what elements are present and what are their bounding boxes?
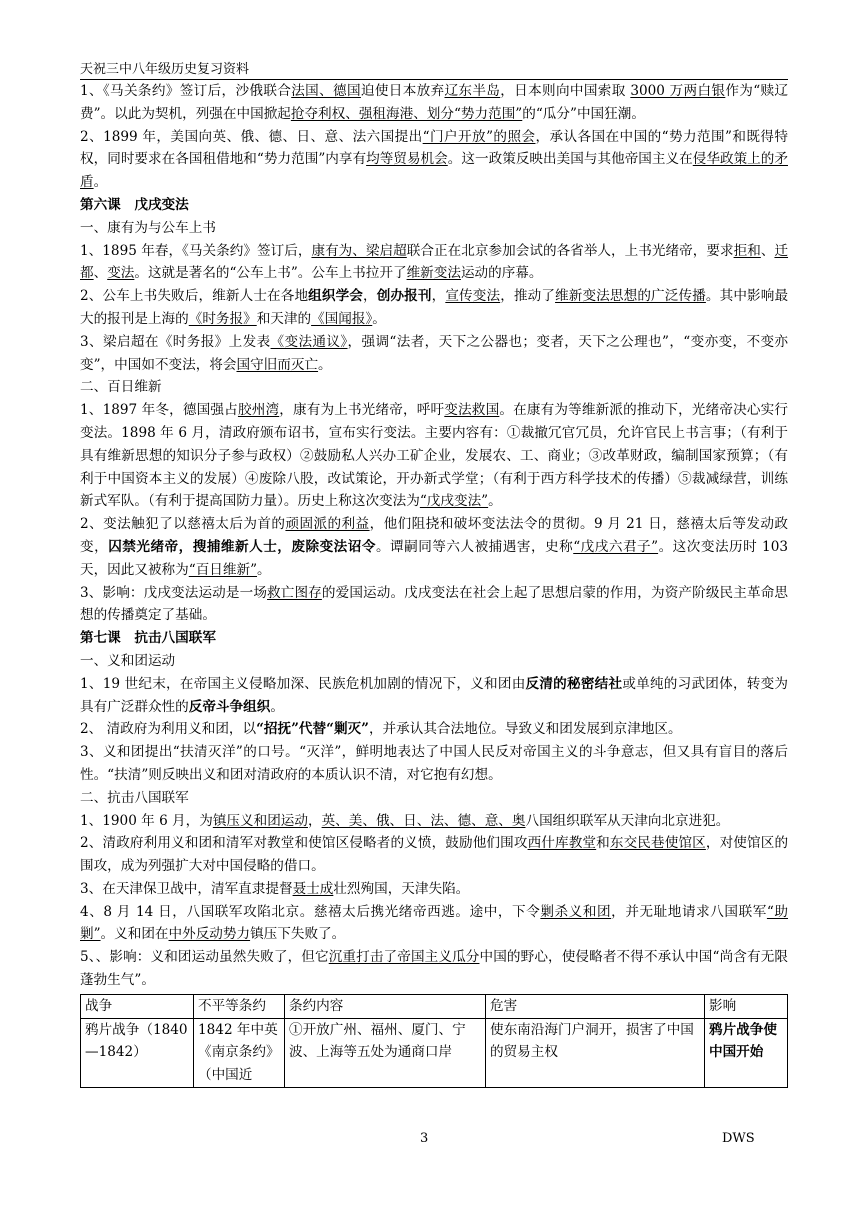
paragraph: 1、1895 年春，《马关条约》签订后，康有为、梁启超联合正在北京参加会试的各省举人，上书光绪帝，要求拒和、迁都、变法。这就是著名的“公车上书”。公车上书拉开了维新变法运动的序幕。 [80,242,789,282]
underlined-keyword: 救亡图存 [267,584,322,601]
paragraph: 2、1899 年，美国向英、俄、德、日、意、法六国提出“门户开放”的照会，承认各国在中国的“势力范围”和既得特权，同时要求在各国租借地和“势力范围”内享有均等贸易机会。这一政策反映出美国与其他帝国主义在侵华政策上的矛盾。 [80,128,788,191]
table-header-cell: 不平等条约 [194,994,285,1018]
underlined-keyword: 维新变法思想的广泛传播 [555,288,706,305]
lesson6-section1-body [80,240,788,377]
underlined-keyword: 沉重打击了帝国主义瓜分 [328,949,480,966]
underlined-keyword: 拒和 [733,242,761,259]
document-page [80,58,788,1088]
bold-keyword: 组织学会 [308,288,364,305]
paragraph: 3、义和团提出“扶清灭洋”的口号。“灭洋”，鲜明地表达了中国人民反对帝国主义的斗争意志，但又具有盲目的落后性。“扶清”则反映出义和团对清政府的本质认识不清，对它抱有幻想。 [80,744,788,783]
lesson7-section1-title: 一、义和团运动 [80,652,176,669]
underlined-keyword: 西什库教堂 [527,835,597,852]
lesson7-section2-body [80,810,788,992]
underlined-keyword: 胶州湾 [237,402,280,419]
table-header-cell: 危害 [486,994,705,1018]
bold-keyword: 囚禁光绪帝，搜捕维新人士，废除变法诏令 [108,538,376,555]
table-cell: 鸦片战争（1840—1842） [81,1018,194,1087]
underlined-keyword: 辽东半岛 [444,83,501,99]
underlined-keyword: “百日维新” [188,561,258,578]
underlined-keyword: 顽固派的利益 [285,516,370,533]
table-header-row [81,994,788,1018]
underlined-keyword: 东交民巷使馆区 [609,835,706,852]
table-cell: 鸦片战争使中国开始 [705,1018,788,1087]
bold-keyword: “招抚”代替“剿灭” [256,721,369,738]
bold-keyword: 反清的秘密结社 [525,675,623,692]
underlined-keyword: 《变法通议》 [270,333,348,350]
page-number: 3 [420,1131,429,1146]
paragraph: 2、变法触犯了以慈禧太后为首的顽固派的利益，他们阻挠和破坏变法法令的贯彻。9 月 21 日，慈禧太后等发动政变，囚禁光绪帝，搜捕维新人士，废除变法诏令。谭嗣同等六人被捕遇害，史称“戊戌六君子”。这次变法历时 103 天，因此又被称为“百日维新”。 [80,516,788,578]
page-header: 天祝三中八年级历史复习资料 [80,58,788,80]
lesson6-section1-title: 一、康有为与公车上书 [80,219,216,236]
paragraph: 3、梁启超在《时务报》上发表《变法通议》，强调“法者，天下之公器也；变者，天下之公理也”，“变亦变，不变亦变”，中国如不变法，将会国守旧而灭亡。 [80,333,788,373]
underlined-keyword: 《时务报》 [188,310,257,327]
table-cell: 使东南沿海门户洞开，损害了中国的贸易主权 [486,1018,705,1087]
table-cell: ①开放广州、福州、厦门、宁波、上海等五处为通商口岸 [285,1018,486,1087]
underlined-keyword: 镇压义和团运动 [212,812,308,829]
underlined-keyword: 均等贸易机会 [366,151,448,168]
underlined-keyword: 变法 [107,265,135,282]
bold-keyword: 反帝斗争组织 [188,698,271,715]
underlined-keyword: 3000 万两白银 [630,83,726,99]
paragraph: 1、《马关条约》签订后，沙俄联合法国、德国迫使日本放弃辽东半岛，日本则向中国索取 3000 万两白银作为“赎辽费”。以此为契机，列强在中国掀起抢夺利权、强租海港、划分“势力范围”的“瓜分”中国狂潮。 [80,83,789,122]
paragraph: 4、8 月 14 日，八国联军攻陷北京。慈禧太后携光绪帝西逃。途中，下令剿杀义和团，并无耻地请求八国联军“助剿”。义和团在中外反动势力镇压下失败了。 [80,903,789,943]
table-row [81,1018,788,1087]
underlined-keyword: “门户开放”的照会 [422,128,536,145]
paragraph: 2、 清政府为利用义和团，以“招抚”代替“剿灭”，并承认其合法地位。导致义和团发展到京津地区。 [80,721,682,738]
underlined-keyword: 变法救国 [444,402,500,419]
table-cell: 1842 年中英《南京条约》（中国近 [194,1018,285,1087]
underlined-keyword: 维新变法 [406,265,461,282]
paragraph: 1、1897 年冬，德国强占胶州湾，康有为上书光绪帝，呼吁变法救国。在康有为等维新派的推动下，光绪帝决心实行变法。1898 年 6 月，清政府颁布诏书，宣布实行变法。主要内容有：①裁撤冗官冗员，允许官民上书言事；（有利于具有维新思想的知识分子参与政权）②鼓励私人兴办工矿企业，发展农、工、商业；③改革财政，编制国家预算；（有利于中国资本主义的发展）④废除八股，改试策论，开办新式学堂；（有利于西方科学技术的传播）⑤裁减绿营，训练新式军队。（有利于提高国防力量）。历史上称这次变法为“戊戌变法”。 [80,402,789,510]
underlined-keyword: 《国闻报》 [311,310,373,327]
underlined-keyword: 康有为、梁启超 [311,242,407,259]
underlined-keyword: 侵华政策上的矛盾 [80,151,788,191]
underlined-keyword: 抢夺利权、强租海港、划分“势力范围” [290,105,523,122]
paragraph: 3、在天津保卫战中，清军直隶提督聂士成壮烈殉国，天津失陷。 [80,880,470,897]
paragraph: 2、清政府利用义和团和清军对教堂和使馆区侵略者的义愤，鼓励他们围攻西什库教堂和东交民巷使馆区，对使馆区的围攻，成为列强扩大对中国侵略的借口。 [80,835,789,875]
footer-tag: DWS [722,1131,755,1146]
war-treaty-table [80,994,788,1088]
bold-keyword: 创办报刊 [376,288,432,305]
lesson7-section1-body [80,673,788,787]
underlined-keyword: 中外反动势力 [168,926,251,943]
lesson7-title: 第七课 抗击八国联军 [80,630,216,647]
intro-section [80,80,788,194]
lesson6-section2-title: 二、百日维新 [80,379,162,396]
table-header-cell: 战争 [81,994,194,1018]
table-header-cell: 条约内容 [285,994,486,1018]
paragraph: 2、公车上书失败后，维新人士在各地组织学会，创办报刊，宣传变法，推动了维新变法思想的广泛传播。其中影响最大的报刊是上海的《时务报》和天津的《国闻报》。 [80,288,789,327]
underlined-keyword: 宣传变法 [445,288,501,305]
underlined-keyword: “助剿” [80,903,789,943]
underlined-keyword: 国守旧而灭亡 [236,356,319,373]
underlined-keyword: “戊戌六君子” [573,538,659,555]
lesson6-section2-body [80,399,788,627]
paragraph: 5、、影响：义和团运动虽然失败了，但它沉重打击了帝国主义瓜分中国的野心，使侵略者不得不承认中国“尚含有无限蓬勃生气”。 [80,949,788,989]
underlined-keyword: “戊戌变法” [419,493,489,510]
underlined-keyword: 英、美、俄、日、法、德、意、奥 [321,812,526,829]
underlined-keyword: 迁都 [80,242,789,282]
paragraph: 1、1900 年 6 月，为镇压义和团运动，英、美、俄、日、法、德、意、奥八国组织联军从天津向北京进犯。 [80,812,730,829]
underlined-keyword: 聂士成 [292,880,334,897]
underlined-keyword: 剿杀义和团 [540,903,612,920]
paragraph: 1、19 世纪末，在帝国主义侵略加深、民族危机加剧的情况下，义和团由反清的秘密结社或单纯的习武团体，转变为具有广泛群众性的反帝斗争组织。 [80,675,789,715]
paragraph: 3、影响：戊戌变法运动是一场救亡图存的爱国运动。戊戌变法在社会上起了思想启蒙的作用，为资产阶级民主革命思想的传播奠定了基础。 [80,584,788,624]
table-header-cell: 影响 [705,994,788,1018]
underlined-keyword: 法国、德国 [291,83,361,99]
lesson6-title: 第六课 戊戌变法 [80,196,189,213]
lesson7-section2-title: 二、抗击八国联军 [80,789,189,806]
